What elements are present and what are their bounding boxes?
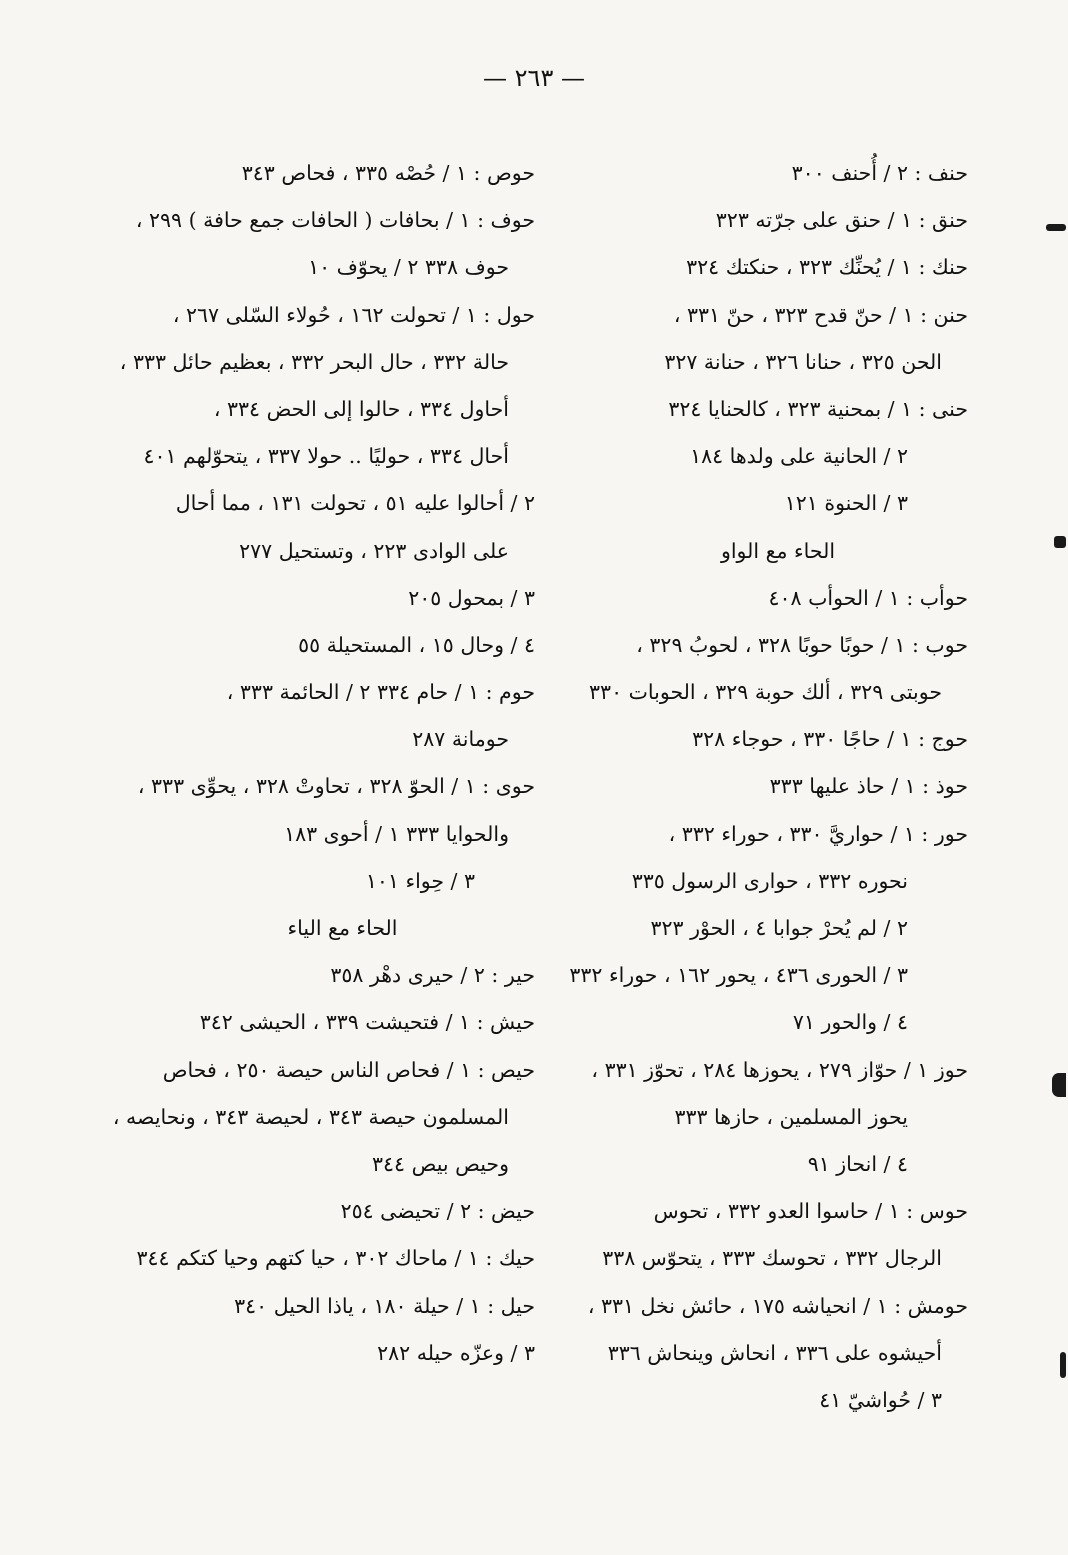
index-entry-line: حوذ : ١ / حاذ عليها ٣٣٣ bbox=[769, 774, 968, 799]
index-entry-line: المسلمون حيصة ٣٤٣ ، لحيصة ٣٤٣ ، ونحايصه ، bbox=[112, 1104, 509, 1129]
index-entry-line: ٣ / وعزّه حيله ٢٨٢ bbox=[377, 1340, 535, 1365]
edge-mark bbox=[1046, 224, 1066, 231]
left-column bbox=[110, 150, 535, 1377]
index-entry-line: حير : ٢ / حيرى دهْر ٣٥٨ bbox=[330, 963, 535, 988]
index-entry-line: حنن : ١ / حنّ قدح ٣٢٣ ، حنّ ٣٣١ ، bbox=[673, 302, 968, 327]
index-entry-line: وحيص بيص ٣٤٤ bbox=[372, 1151, 509, 1176]
index-entry-line: الحاء مع الياء bbox=[287, 916, 398, 940]
index-entry-line: حيش : ١ / فتحيشت ٣٣٩ ، الحيشى ٣٤٢ bbox=[199, 1010, 535, 1035]
index-entry-line: أحال ٣٣٤ ، حوليًا .. حولا ٣٣٧ ، يتحوّلهم ٤٠١ bbox=[143, 444, 509, 469]
edge-mark bbox=[1054, 536, 1066, 548]
index-entry-line: حوب : ١ / حوبًا حوبًا ٣٢٨ ، لحوبُ ٣٢٩ ، bbox=[636, 632, 968, 657]
index-entry-line: ٤ / والحور ٧١ bbox=[792, 1010, 908, 1035]
index-entry-line: الحاء مع الواو bbox=[720, 538, 836, 563]
index-entry-line: الرجال ٣٣٢ ، تحوسك ٣٣٣ ، يتحوّس ٣٣٨ bbox=[602, 1246, 942, 1271]
index-entry-line: أحاول ٣٣٤ ، حالوا إلى الحض ٣٣٤ ، bbox=[213, 396, 509, 421]
index-entry-line: حيك : ١ / ماحاك ٣٠٢ ، حيا كتهم وحيا كتكم ٣٤٤ bbox=[136, 1246, 535, 1271]
index-entry-line: حيل : ١ / حيلة ١٨٠ ، ياذا الحيل ٣٤٠ bbox=[234, 1293, 535, 1318]
index-entry-line: حوز ١ / حوّاز ٢٧٩ ، يحوزها ٢٨٤ ، تحوّز ٣٣١ ، bbox=[591, 1057, 968, 1082]
index-entry-line: حوس : ١ / حاسوا العدو ٣٣٢ ، تحوس bbox=[653, 1199, 968, 1224]
right-column bbox=[548, 150, 968, 1424]
index-entry-line: حوص : ١ / حُصْه ٣٣٥ ، فحاص ٣٤٣ bbox=[241, 161, 535, 185]
index-entry-line: ٢ / أحالوا عليه ٥١ ، تحولت ١٣١ ، مما أحال bbox=[175, 491, 535, 516]
index-entry-line: ٤ / وحال ١٥ ، المستحيلة ٥٥ bbox=[298, 632, 535, 657]
index-entry-line: حنف : ٢ / أُحنف ٣٠٠ bbox=[791, 161, 968, 185]
index-entry-line: نحوره ٣٣٢ ، حوارى الرسول ٣٣٥ bbox=[631, 868, 908, 893]
index-entry-line: أحيشوه على ٣٣٦ ، انحاش وينحاش ٣٣٦ bbox=[607, 1340, 942, 1365]
index-entry-line: حوم : ١ / حام ٣٣٤ ٢ / الحائمة ٣٣٣ ، bbox=[226, 680, 535, 705]
index-entry-line: حوف : ١ / بحافات ( الحافات جمع حافة ) ٢٩٩ ، bbox=[135, 208, 535, 233]
index-entry-line: حنق : ١ / حنق على جرّته ٣٢٣ bbox=[715, 208, 968, 233]
index-entry-line: ٣ / الحورى ٤٣٦ ، يحور ١٦٢ ، حوراء ٣٣٢ bbox=[569, 963, 908, 988]
index-entry-line: حوى : ١ / الحوّ ٣٢٨ ، تحاوتْ ٣٢٨ ، يحوِّى ٣٣٣ ، bbox=[137, 774, 535, 799]
index-entry-line: حيض : ٢ / تحيضى ٢٥٤ bbox=[340, 1199, 535, 1224]
edge-mark bbox=[1052, 1073, 1066, 1097]
index-entry-line: حنى : ١ / بمحنية ٣٢٣ ، كالحنايا ٣٢٤ bbox=[668, 396, 968, 421]
index-entry-line: الحن ٣٢٥ ، حنانا ٣٢٦ ، حنانة ٣٢٧ bbox=[664, 349, 942, 374]
edge-mark bbox=[1060, 1352, 1066, 1378]
index-entry-line: على الوادى ٢٢٣ ، وتستحيل ٢٧٧ bbox=[239, 538, 509, 563]
index-entry-line: حور : ١ / حواريَّ ٣٣٠ ، حوراء ٣٣٢ ، bbox=[668, 821, 968, 846]
index-entry-line: والحوايا ٣٣٣ ١ / أحوى ١٨٣ bbox=[284, 821, 509, 846]
index-entry-line: حومانة ٢٨٧ bbox=[412, 727, 509, 752]
index-entry-line: ٤ / انحاز ٩١ bbox=[807, 1151, 908, 1176]
index-entry-line: ٣ / حُواشيّ ٤١ bbox=[819, 1387, 942, 1412]
index-entry-line: ٢ / لم يُحرْ جوابا ٤ ، الحوْر ٣٢٣ bbox=[650, 916, 908, 940]
index-entry-line: ٣ / حِواء ١٠١ bbox=[365, 868, 475, 893]
index-entry-line: ٣ / بمحول ٢٠٥ bbox=[408, 585, 535, 610]
index-entry-line: حنك : ١ / يُحنِّك ٣٢٣ ، حنكتك ٣٢٤ bbox=[686, 255, 968, 280]
index-entry-line: حالة ٣٣٢ ، حال البحر ٣٣٢ ، بعظيم حائل ٣٣٣ ، bbox=[119, 349, 509, 374]
index-entry-line: حوف ٣٣٨ ٢ / يحوّف ١٠ bbox=[308, 255, 509, 280]
index-entry-line: حومش : ١ / انحياشه ١٧٥ ، حائش نخل ٣٣١ ، bbox=[587, 1293, 968, 1318]
index-entry-line: ٣ / الحنوة ١٢١ bbox=[784, 491, 908, 516]
index-entry-line: حوبتى ٣٢٩ ، ألك حوبة ٣٢٩ ، الحوبات ٣٣٠ bbox=[589, 680, 942, 705]
index-entry-line: حوج : ١ / حاجًا ٣٣٠ ، حوجاء ٣٢٨ bbox=[692, 727, 968, 752]
index-entry-line: حوأب : ١ / الحوأب ٤٠٨ bbox=[768, 585, 968, 610]
index-entry-line: حول : ١ / تحولت ١٦٢ ، حُولاء السّلى ٢٦٧ ، bbox=[172, 302, 535, 327]
index-entry-line: ٢ / الحانية على ولدها ١٨٤ bbox=[690, 444, 908, 469]
page-number: — ٢٦٣ — bbox=[483, 64, 585, 92]
index-entry-line: يحوز المسلمين ، حازها ٣٣٣ bbox=[674, 1104, 908, 1129]
index-entry-line: حيص : ١ / فحاص الناس حيصة ٢٥٠ ، فحاص bbox=[162, 1057, 535, 1082]
